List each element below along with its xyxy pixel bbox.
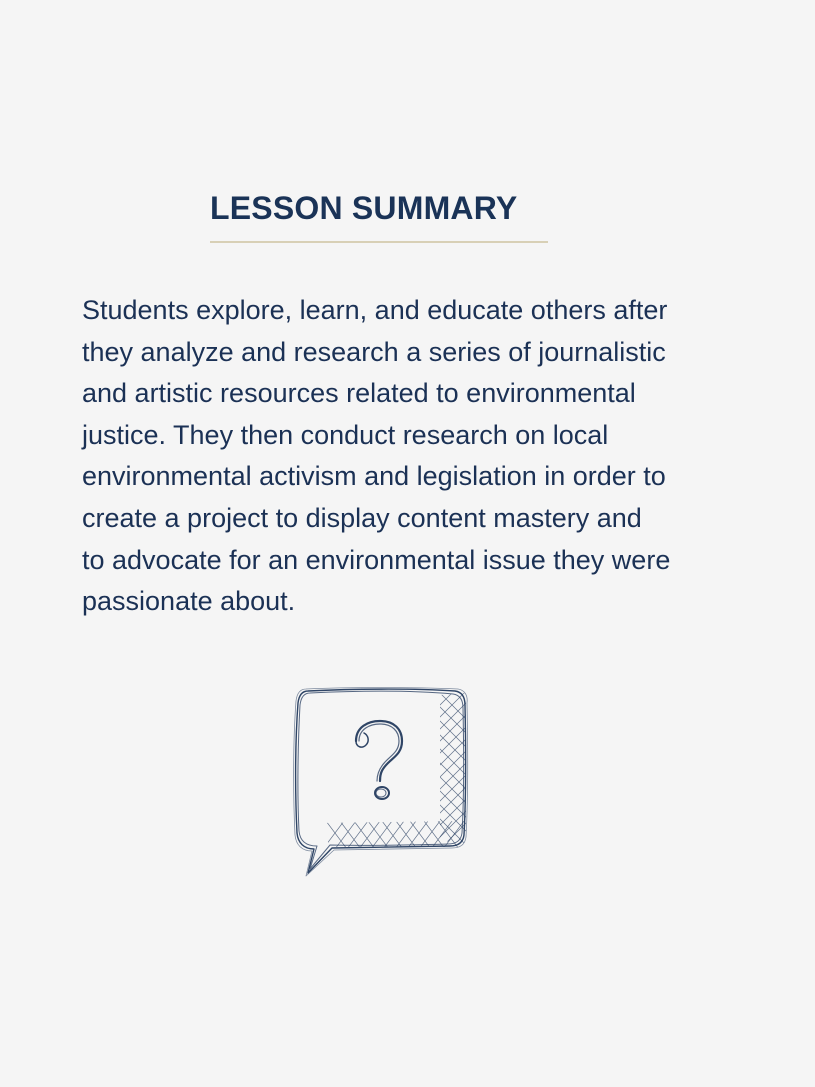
summary-line: justice. They then conduct research on local (82, 419, 609, 450)
question-speech-bubble-icon (290, 683, 470, 878)
summary-line: create a project to display content mastery and (82, 502, 642, 533)
heading-underline (210, 241, 548, 243)
lesson-summary-heading: LESSON SUMMARY (210, 190, 518, 226)
summary-line: environmental activism and legislation in order to (82, 461, 666, 492)
lesson-summary-text (82, 290, 742, 623)
summary-line: to advocate for an environmental issue they were (82, 544, 671, 575)
summary-line: and artistic resources related to environmental (82, 378, 636, 409)
summary-line: passionate about. (82, 586, 296, 617)
summary-line: Students explore, learn, and educate others after (82, 295, 668, 325)
summary-line: they analyze and research a series of journalistic (82, 336, 666, 367)
